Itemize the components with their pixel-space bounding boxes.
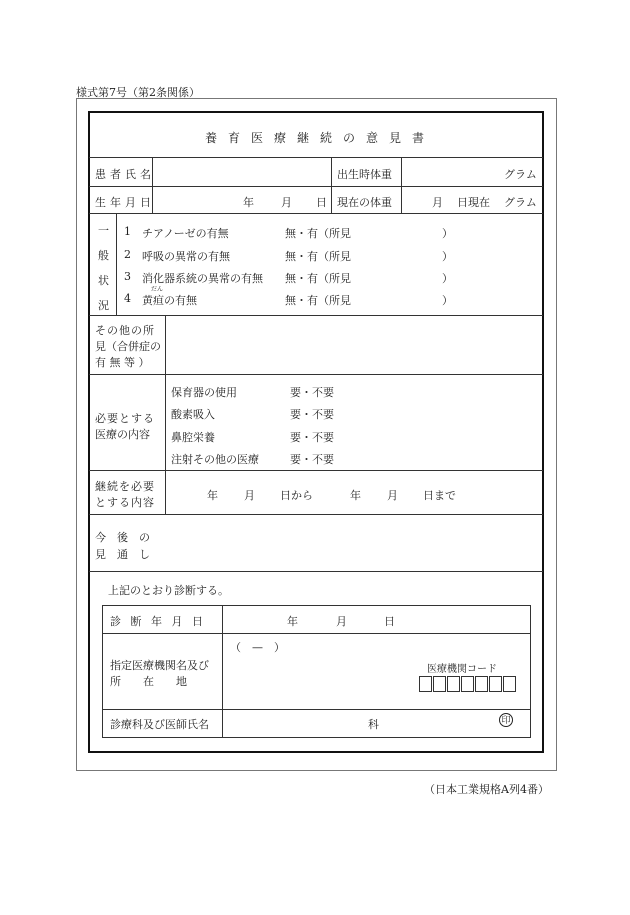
continuation-label: とする内容 bbox=[95, 496, 155, 509]
care-item-option[interactable]: 要・不要 bbox=[290, 386, 334, 399]
rule bbox=[89, 157, 543, 158]
outlook-label: 今 後 の bbox=[95, 531, 150, 544]
diagnosis-date-label: 診 断 年 月 日 bbox=[110, 615, 206, 628]
other-findings-label: 見（合併症の bbox=[95, 340, 161, 353]
seal-icon: 印 bbox=[499, 713, 513, 727]
rule bbox=[89, 470, 543, 471]
rule bbox=[102, 633, 531, 634]
condition-number: 2 bbox=[124, 248, 131, 261]
institution-label: 指定医療機関名及び bbox=[110, 659, 209, 672]
birth-weight-unit: グラム bbox=[504, 168, 537, 181]
current-weight-month: 月 bbox=[432, 196, 443, 209]
birthdate-label: 生年月日 bbox=[95, 196, 155, 209]
condition-close: ） bbox=[442, 227, 453, 240]
current-weight-label: 現在の体重 bbox=[337, 196, 392, 209]
ruby-annotation: だん bbox=[151, 286, 164, 293]
rule bbox=[165, 315, 166, 514]
rule bbox=[89, 186, 543, 187]
rule bbox=[116, 213, 117, 315]
rule bbox=[89, 571, 543, 572]
diagnosis-year: 年 bbox=[287, 615, 298, 628]
other-findings-label: その他の所 bbox=[95, 324, 155, 337]
condition-option[interactable]: 無・有（所見 bbox=[285, 272, 351, 285]
birth-weight-label: 出生時体重 bbox=[337, 168, 392, 181]
condition-number: 1 bbox=[124, 225, 131, 238]
general-condition-char: 一 bbox=[98, 224, 109, 237]
care-item-option[interactable]: 要・不要 bbox=[290, 453, 334, 466]
birth-weight-field[interactable] bbox=[402, 160, 502, 185]
other-findings-label: 有 無 等 ） bbox=[95, 356, 150, 369]
required-care-label: 医療の内容 bbox=[95, 428, 150, 441]
rule bbox=[102, 709, 531, 710]
institution-code-label: 医療機関コード bbox=[427, 664, 497, 675]
to-month: 月 bbox=[387, 489, 398, 502]
code-digit-box[interactable] bbox=[489, 676, 502, 692]
general-condition-char: 般 bbox=[98, 249, 109, 262]
general-condition-char: 状 bbox=[98, 274, 109, 287]
condition-label: 黄疸の有無 bbox=[142, 294, 197, 307]
phone-placeholder[interactable]: （ — ） bbox=[230, 641, 285, 654]
diagnosis-day: 日 bbox=[384, 615, 395, 628]
other-findings-field[interactable] bbox=[167, 318, 541, 372]
condition-label: 消化器系統の異常の有無 bbox=[142, 272, 263, 285]
to-year: 年 bbox=[350, 489, 361, 502]
from-day: 日から bbox=[280, 489, 313, 502]
patient-name-label: 患者氏名 bbox=[95, 168, 155, 181]
general-condition-char: 況 bbox=[98, 299, 109, 312]
care-item-label: 保育器の使用 bbox=[171, 386, 237, 399]
condition-close: ） bbox=[442, 272, 453, 285]
condition-label: チアノーゼの有無 bbox=[142, 227, 229, 240]
rule bbox=[89, 213, 543, 214]
condition-label: 呼吸の異常の有無 bbox=[142, 250, 230, 263]
birthdate-year: 年 bbox=[243, 196, 254, 209]
diagnosis-statement: 上記のとおり診断する。 bbox=[108, 584, 229, 597]
current-weight-as-of: 日現在 bbox=[457, 196, 490, 209]
rule bbox=[89, 374, 543, 375]
patient-name-field[interactable] bbox=[153, 160, 331, 185]
care-item-label: 酸素吸入 bbox=[171, 408, 215, 421]
birthdate-day: 日 bbox=[316, 196, 327, 209]
code-digit-box[interactable] bbox=[419, 676, 432, 692]
from-month: 月 bbox=[244, 489, 255, 502]
diagnosis-month: 月 bbox=[336, 615, 347, 628]
form-number: 様式第7号（第2条関係） bbox=[76, 86, 200, 99]
outlook-label: 見 通 し bbox=[95, 548, 150, 561]
condition-option[interactable]: 無・有（所見 bbox=[285, 227, 351, 240]
condition-number: 4 bbox=[124, 292, 131, 305]
paper-size-note: （日本工業規格A列4番） bbox=[424, 783, 549, 796]
birthdate-month: 月 bbox=[281, 196, 292, 209]
care-item-label: 鼻腔栄養 bbox=[171, 431, 215, 444]
care-item-option[interactable]: 要・不要 bbox=[290, 431, 334, 444]
birthdate-field[interactable] bbox=[153, 189, 241, 212]
condition-number: 3 bbox=[124, 270, 131, 283]
code-digit-box[interactable] bbox=[447, 676, 460, 692]
code-digit-box[interactable] bbox=[475, 676, 488, 692]
institution-label: 所 在 地 bbox=[110, 675, 187, 688]
rule bbox=[331, 157, 332, 213]
current-weight-unit: グラム bbox=[504, 196, 537, 209]
condition-close: ） bbox=[442, 294, 453, 307]
rule bbox=[89, 514, 543, 515]
from-year: 年 bbox=[207, 489, 218, 502]
rule bbox=[89, 315, 543, 316]
condition-close: ） bbox=[442, 250, 453, 263]
care-item-label: 注射その他の医療 bbox=[171, 453, 259, 466]
code-digit-box[interactable] bbox=[433, 676, 446, 692]
dept-doctor-label: 診療科及び医師氏名 bbox=[110, 718, 209, 731]
continuation-label: 継続を必要 bbox=[95, 480, 155, 493]
to-day: 日まで bbox=[423, 489, 456, 502]
required-care-label: 必要とする bbox=[95, 412, 155, 425]
form-title: 養育医療継続の意見書 bbox=[205, 131, 436, 145]
rule bbox=[222, 605, 223, 738]
code-digit-box[interactable] bbox=[503, 676, 516, 692]
department-suffix: 科 bbox=[368, 718, 379, 731]
outlook-field[interactable] bbox=[167, 517, 541, 569]
condition-option[interactable]: 無・有（所見 bbox=[285, 250, 351, 263]
care-item-option[interactable]: 要・不要 bbox=[290, 408, 334, 421]
code-digit-box[interactable] bbox=[461, 676, 474, 692]
condition-option[interactable]: 無・有（所見 bbox=[285, 294, 351, 307]
